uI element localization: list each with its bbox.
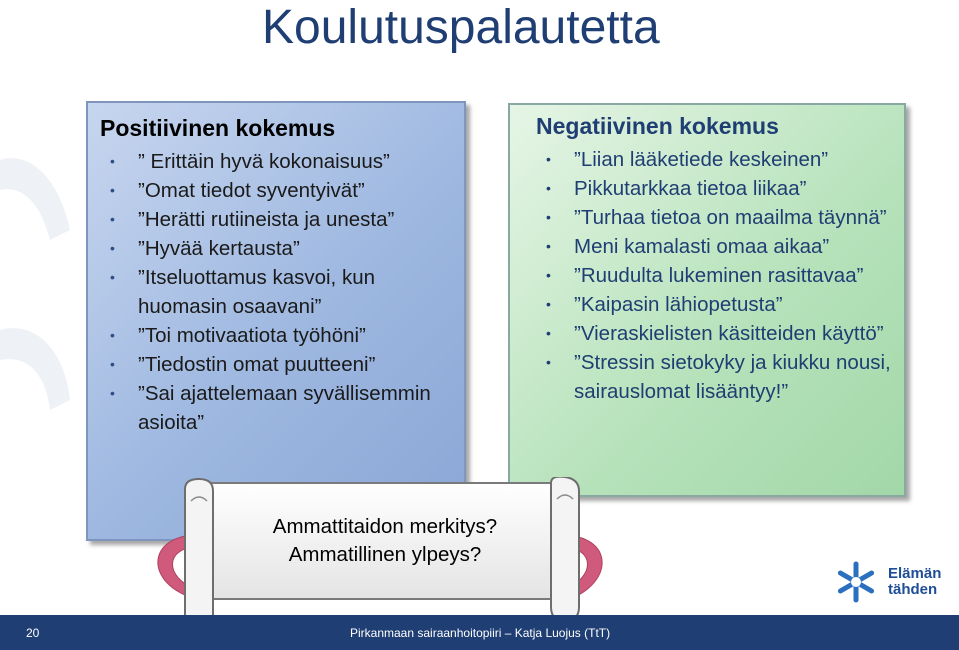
scroll-line-1: Ammattitaidon merkitys?: [272, 515, 498, 538]
bullet-icon: •: [110, 327, 115, 343]
logo-line-1: Elämän: [888, 565, 942, 582]
logo-text: [888, 566, 941, 598]
bullet-icon: •: [110, 153, 115, 169]
bullet-icon: •: [546, 180, 551, 196]
list-item: • ”Itseluottamus kasvoi, kun huomasin osaavani”: [108, 263, 453, 321]
list-item: • ”Ruudulta lukeminen rasittavaa”: [544, 261, 900, 290]
bullet-icon: •: [110, 385, 115, 401]
positive-list: [108, 147, 453, 437]
bullet-icon: •: [546, 267, 551, 283]
negative-list: [544, 145, 900, 406]
list-item: • ”Kaipasin lähiopetusta”: [544, 290, 900, 319]
positive-feedback-box: [86, 101, 466, 541]
negative-heading: Negatiivinen kokemus: [536, 113, 779, 139]
list-item: • ”Sai ajattelemaan syvällisemmin asioita”: [108, 379, 453, 437]
list-item: • ”Tiedostin omat puutteeni”: [108, 350, 453, 379]
bullet-icon: •: [546, 238, 551, 254]
scroll-line-2: Ammatillinen ylpeys?: [288, 543, 482, 566]
bullet-icon: •: [546, 325, 551, 341]
list-item: • ”Stressin sietokyky ja kiukku nousi, sairauslomat lisääntyy!”: [544, 348, 900, 406]
bullet-icon: •: [110, 240, 115, 256]
footer-bar: [0, 615, 959, 650]
list-item: • ”Liian lääketiede keskeinen”: [544, 145, 900, 174]
list-item: • ”Toi motivaatiota työhöni”: [108, 321, 453, 350]
footer-credit: Pirkanmaan sairaanhoitopiiri – Katja Luojus (TtT): [350, 626, 611, 640]
page-title: Koulutuspalautetta: [262, 1, 660, 54]
list-item: • ”Turhaa tietoa on maailma täynnä”: [544, 203, 900, 232]
bullet-icon: •: [546, 151, 551, 167]
bullet-icon: •: [546, 354, 551, 370]
list-item: • ”Herätti rutiineista ja unesta”: [108, 205, 453, 234]
list-item: • ”Omat tiedot syventyivät”: [108, 176, 453, 205]
list-item: • ”Hyvää kertausta”: [108, 234, 453, 263]
bullet-icon: •: [546, 209, 551, 225]
page-number: 20: [26, 626, 40, 640]
negative-feedback-box: [508, 103, 906, 497]
list-item: • ”Vieraskielisten käsitteiden käyttö”: [544, 319, 900, 348]
bullet-icon: •: [110, 182, 115, 198]
bullet-icon: •: [110, 211, 115, 227]
bullet-icon: •: [110, 269, 115, 285]
scroll-text: [220, 513, 550, 569]
positive-heading: Positiivinen kokemus: [100, 115, 336, 141]
list-item: • ” Erittäin hyvä kokonaisuus”: [108, 147, 453, 176]
list-item: • Meni kamalasti omaa aikaa”: [544, 232, 900, 261]
bullet-icon: •: [546, 296, 551, 312]
logo-line-2: tähden: [888, 581, 938, 598]
list-item: • Pikkutarkkaa tietoa liikaa”: [544, 174, 900, 203]
background-decoration: [0, 120, 90, 460]
bullet-icon: •: [110, 356, 115, 372]
